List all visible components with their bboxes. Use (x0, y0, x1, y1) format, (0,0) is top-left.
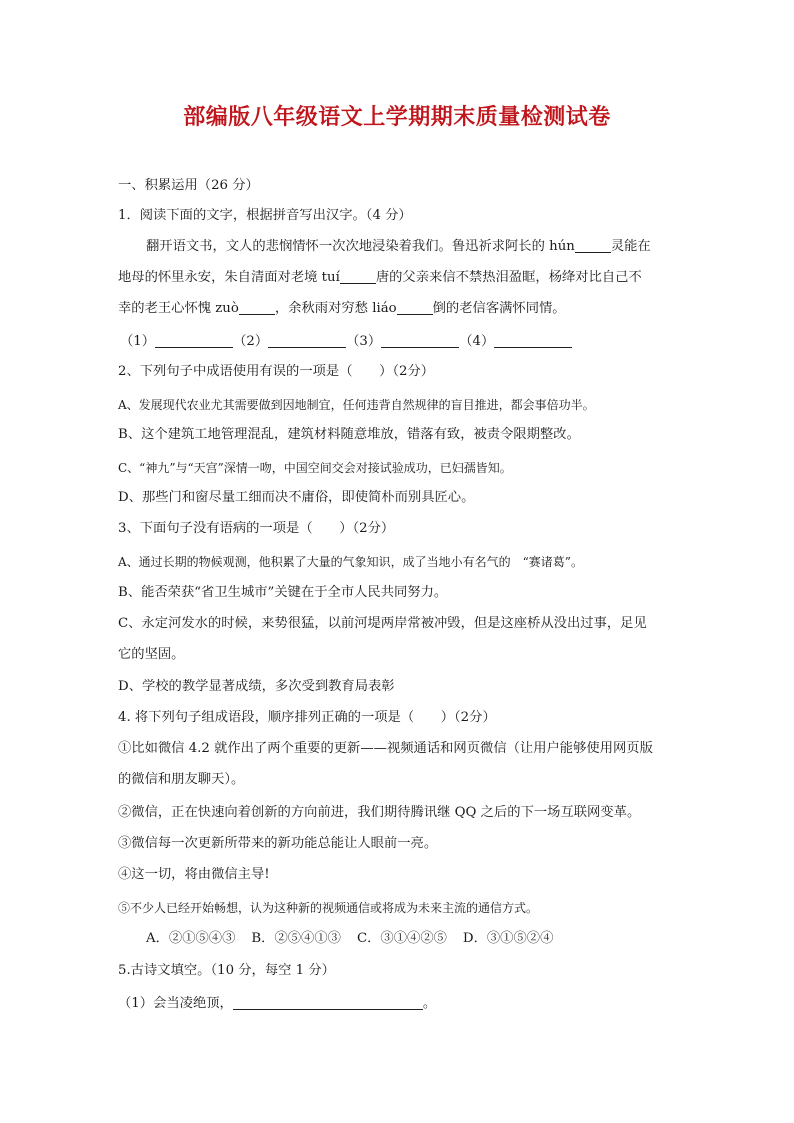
q4-sentence-2: ②微信，正在快速向着创新的方向前进，我们期待腾讯继 QQ 之后的下一场互联网变革。 (118, 805, 641, 820)
q1-text: 唐的父亲来信不禁热泪盈眶，杨绛对比自己不 (375, 270, 642, 285)
q4-sentence-3: ③微信每一次更新所带来的新功能总能让人眼前一亮。 (118, 836, 438, 851)
q4-sentence-1: ①比如微信 4.2 就作出了两个重要的更新——视频通话和网页微信（让用户能够使用网页版 (118, 741, 653, 756)
q5-prompt: 5.古诗文填空。（10 分，每空 1 分） (118, 963, 335, 978)
blank-hun[interactable] (575, 238, 611, 253)
q3-prompt: 3、下面句子没有语病的一项是（ ）（2分） (118, 521, 395, 536)
q1-answer-blanks (120, 332, 690, 352)
q5-item-text: （1）会当凌绝顶， (118, 996, 233, 1011)
q2-prompt: 2、下列句子中成语使用有误的一项是（ ）（2分） (118, 364, 435, 379)
q1-text: ，余秋雨对穷愁 liáo (274, 301, 397, 316)
q1-passage-line1 (146, 237, 716, 257)
q4-sentence-1-cont: 的微信和朋友聊天）。 (118, 772, 245, 787)
q4-choice-b[interactable]: B．②⑤④①③ (251, 931, 341, 946)
q4-sentence-4: ④这一切，将由微信主导! (118, 867, 270, 882)
answer-blank-1[interactable] (155, 333, 233, 348)
q1-passage-line2 (118, 268, 688, 288)
answer-blank-4[interactable] (494, 333, 572, 348)
section-heading: 一、积累运用（26 分） (118, 178, 259, 193)
q1-text: 翻开语文书，文人的悲悯情怀一次次地浸染着我们。鲁迅祈求阿长的 hún (146, 239, 575, 254)
blank-label: （1） (120, 334, 156, 349)
q5-item-1 (118, 994, 688, 1014)
q3-option-a: A、通过长期的物候观测，他积累了大量的气象知识，成了当地小有名气的 “赛诸葛”。 (118, 555, 583, 569)
q1-passage-line3 (118, 299, 688, 319)
q3-option-c-cont: 它的坚固。 (118, 647, 185, 662)
exam-title: 部编版八年级语文上学期期末质量检测试卷 (183, 105, 611, 130)
q5-answer-blank-1[interactable] (233, 995, 423, 1010)
q1-prompt: 1．阅读下面的文字，根据拼音写出汉字。（4 分） (118, 208, 412, 223)
q2-option-c: C、“神九”与“天宫”深情一吻，中国空间交会对接试验成功，已妇孺皆知。 (118, 461, 512, 475)
q2-option-a: A、发展现代农业尤其需要做到因地制宜，任何违背自然规律的盲目推进，都会事倍功半。 (118, 398, 595, 412)
q1-text: 倒的老信客满怀同情。 (432, 301, 566, 316)
q1-text: 灵能在 (610, 239, 651, 254)
q4-choices (146, 929, 716, 949)
q2-option-b: B、这个建筑工地管理混乱，建筑材料随意堆放，错落有致，被责令限期整改。 (118, 427, 580, 442)
answer-blank-3[interactable] (381, 333, 459, 348)
blank-label: （3） (346, 334, 382, 349)
q3-option-b: B、能否荣获“省卫生城市”关键在于全市人民共同努力。 (118, 585, 448, 600)
q4-sentence-5: ⑤不少人已经开始畅想，认为这种新的视频通信或将成为未来主流的通信方式。 (118, 901, 539, 915)
blank-liao[interactable] (397, 300, 433, 315)
q5-item-end: 。 (422, 996, 437, 1011)
answer-blank-2[interactable] (268, 333, 346, 348)
q1-text: 幸的老王心怀愧 zuò (118, 301, 239, 316)
q4-prompt: 4. 将下列句子组成语段，顺序排列正确的一项是（ ）（2分） (118, 710, 496, 725)
blank-label: （2） (233, 334, 269, 349)
q3-option-d: D、学校的教学显著成绩，多次受到教育局表彰 (118, 679, 395, 694)
blank-zuo[interactable] (239, 300, 275, 315)
blank-label: （4） (459, 334, 495, 349)
blank-tui[interactable] (340, 269, 376, 284)
q4-choice-c[interactable]: C．③①④②⑤ (356, 931, 447, 946)
q2-option-d: D、那些门和窗尽量工细而决不庸俗，即使简朴而别具匠心。 (118, 490, 475, 505)
q1-text: 地母的怀里永安，朱自清面对老境 tuí (118, 270, 340, 285)
q4-choice-d[interactable]: D．③①⑤②④ (462, 931, 554, 946)
q4-choice-a[interactable]: A．②①⑤④③ (146, 931, 236, 946)
q3-option-c: C、永定河发水的时候，来势很猛，以前河堤两岸常被冲毁，但是这座桥从没出过事，足见 (118, 616, 647, 631)
